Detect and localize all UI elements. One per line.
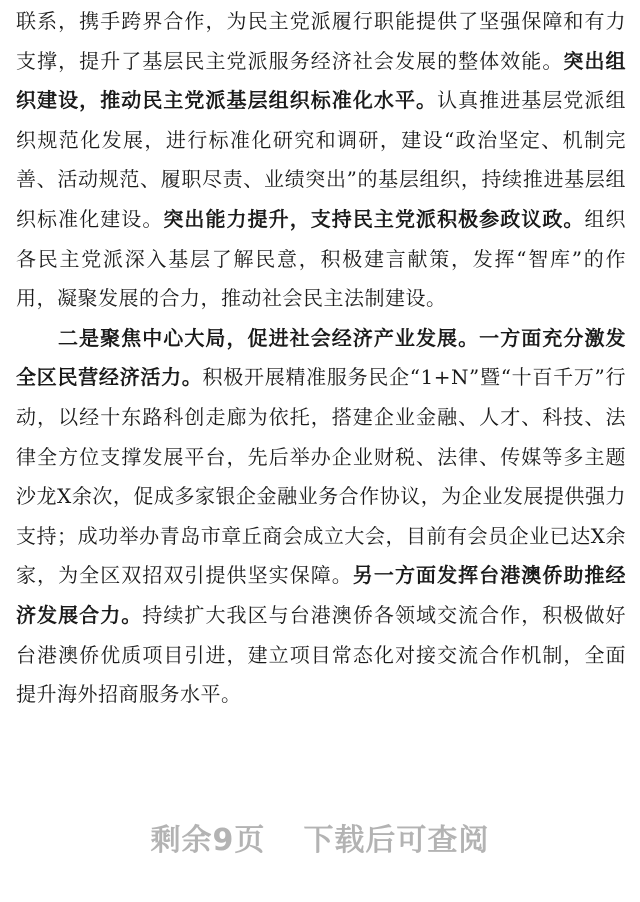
paragraph-text: 积极开展精准服务民企“1+N”暨“十百千万”行动，以经十东路科创走廊为依托，搭建企业金融、人才、科技、法律全方位支撑发展平台，先后举办企业财税、法律、传媒等多主题沙龙X余次，促成多家银企金融业务合作协议，为企业发展提供强力支持；成功举办青岛市章丘商会成立大会，目前有会员企业已达X余家，为全区双招双引提供坚实保障。	[16, 365, 627, 588]
bold-heading: 突出组织建设，推动民主党派基层组织标准化水平。	[16, 48, 627, 113]
document-body	[16, 0, 626, 715]
remaining-pages-label: 剩余9页	[150, 823, 266, 858]
paragraph-text: 组织各民主党派深入基层了解民意，积极建言献策，发挥“智库”的作用，凝聚发展的合力，推动社会民主法制建设。	[16, 206, 627, 311]
paragraph-text: 认真推进基层党派组织规范化发展，进行标准化研究和调研，建设“政治坚定、机制完善、活动规范、履职尽责、业绩突出”的基层组织，持续推进基层组织标准化建设。	[16, 88, 627, 231]
download-banner[interactable]	[0, 815, 640, 859]
bold-heading: 突出能力提升，支持民主党派积极参政议政。	[163, 206, 585, 231]
paragraph-text: 持续扩大我区与台港澳侨各领域交流合作，积极做好台港澳侨优质项目引进，建立项目常态化对接交流合作机制，全面提升海外招商服务水平。	[16, 602, 627, 707]
bold-heading: 二是聚焦中心大局，促进社会经济产业发展。一方面充分激发全区民营经济活力。	[16, 325, 626, 390]
paragraph-economic-development	[16, 319, 626, 715]
bold-heading: 另一方面发挥台港澳侨助推经济发展合力。	[16, 563, 627, 627]
paragraph-text: 联系，携手跨界合作，为民主党派履行职能提供了坚强保障和有力支撑，提升了基层民主党派服务经济社会发展的整体效能。	[16, 9, 626, 73]
paragraph-party-organization	[16, 2, 626, 319]
download-hint-label: 下载后可查阅	[303, 823, 490, 858]
